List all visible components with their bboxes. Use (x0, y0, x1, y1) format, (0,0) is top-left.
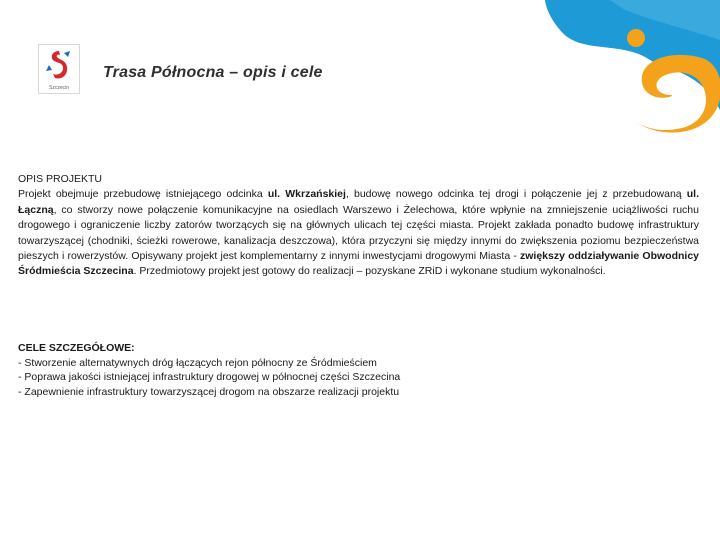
page-title: Trasa Północna – opis i cele (103, 64, 323, 81)
decorative-brand-shapes (450, 0, 720, 135)
orange-swirl-inner-shape (671, 85, 685, 99)
goal-item: - Stworzenie alternatywnych dróg łączących rejon północny ze Śródmieściem (18, 356, 377, 369)
description-paragraph (18, 187, 699, 279)
goal-item: - Zapewnienie infrastruktury towarzyszącej drogom na obszarze realizacji projektu (18, 385, 400, 398)
description-text-1: Projekt obejmuje przebudowę istniejącego odcinka (18, 188, 268, 201)
goals-heading: CELE SZCZEGÓŁOWE: (18, 342, 135, 354)
specific-goals-section (18, 341, 699, 399)
city-logo-text: Szczecin (48, 85, 69, 91)
description-heading: OPIS PROJEKTU (18, 173, 103, 185)
orange-dot-shape (627, 29, 645, 47)
city-logo (38, 44, 80, 94)
goal-item: - Poprawa jakości istniejącej infrastruktury drogowej w północnej części Szczecina (18, 371, 401, 384)
street-laczna-bold: ul. Łączną (18, 188, 700, 216)
project-description-section (18, 172, 699, 280)
street-wkrzanska-bold: ul. Wkrzańskiej (267, 188, 346, 201)
bypass-impact-bold: zwiększy oddziaływanie Obwodnicy Śródmieścia Szczecina (18, 250, 700, 278)
city-logo-icon (39, 45, 79, 83)
description-text-2: , budowę nowego odcinka tej drogi i połączenie jej z przebudowaną (345, 188, 687, 201)
description-text-4: . Przedmiotowy projekt jest gotowy do realizacji – pozyskane ZRiD i wykonane studium wykonalności. (133, 265, 606, 278)
description-text-3: , co stworzy nowe połączenie komunikacyjne na osiedlach Warszewo i Żelechowa, które wpłynie na zmniejszenie uciążliwości ruchu drogowego i ograniczenie liczby zatorów tworzących się na głównych ulicach tej części miasta. Projekt zakłada ponadto budowę infrastruktury towarzyszącej (chodniki, ścieżki rowerowe, kanalizacja deszczowa), która przyczyni się między innymi do zwiększenia poziomu bezpieczeństwa pieszych i rowerzystów. Opisywany projekt jest komplementarny z innymi inwestycjami drogowymi Miasta - (18, 203, 699, 263)
